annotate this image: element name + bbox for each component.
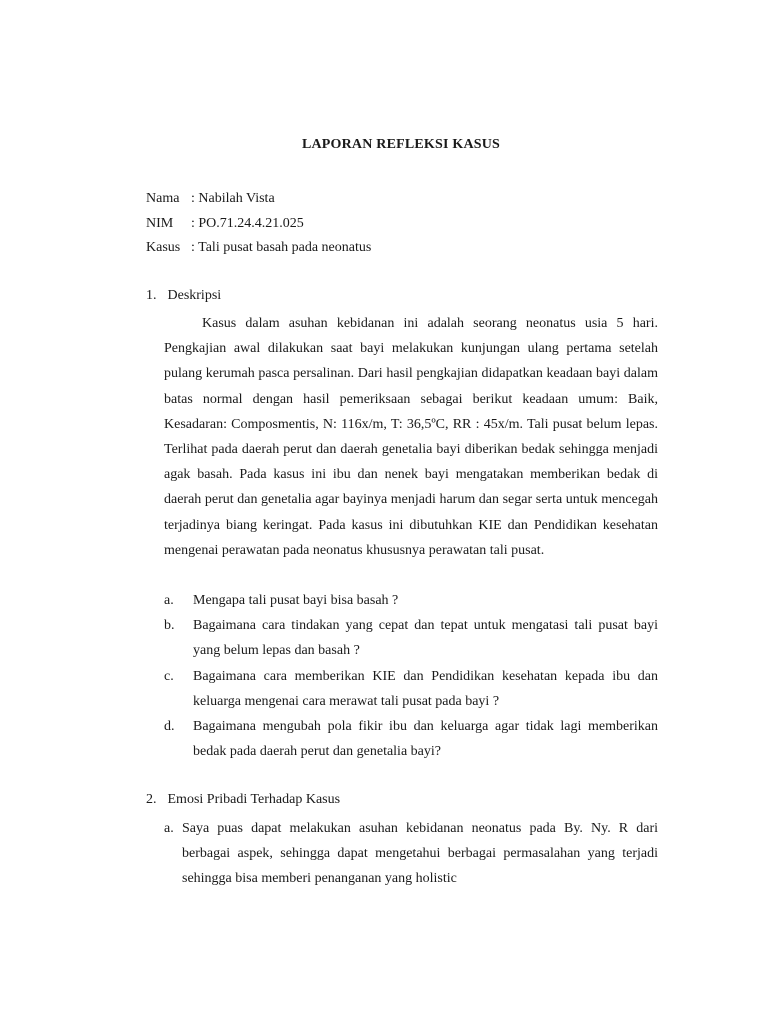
info-label: Kasus <box>146 240 181 255</box>
info-label: NIM <box>146 215 174 231</box>
info-row-kasus <box>146 236 371 261</box>
list-marker: b. <box>164 618 175 634</box>
section-number: 1. <box>146 288 157 303</box>
list-marker: d. <box>164 719 175 735</box>
document-title: LAPORAN REFLEKSI KASUS <box>301 137 501 152</box>
emotion-list <box>164 816 658 892</box>
section-heading-deskripsi <box>146 288 221 304</box>
description-text: Kasus dalam asuhan kebidanan ini adalah seorang neonatus usia 5 hari. Pengkajian awal dilakukan saat bayi melakukan kunjungan ulang pertama setelah pulang kerumah pasca persalinan. Dari hasil pengkajian didapatkan keadaan bayi dalam batas normal dengan hasil pemeriksaan sebagai berikut keadaan umum: Baik, Kesadaran: Composmentis, N: 116x/m, T: 36,5ºC, RR : 45x/m. Tali pusat belum lepas. Terlihat pada daerah perut dan daerah genetalia bayi diberikan bedak sehingga menjadi agak basah. Pada kasus ini ibu dan nenek bayi mengatakan memberikan bedak di daerah perut dan genetalia agar bayinya menjadi harum dan segar serta untuk mencegah terjadinya biang keringat. Pada kasus ini dibutuhkan KIE dan Pendidikan kesehatan mengenai perawatan pada neonatus khususnya perawatan tali pusat. <box>164 316 658 558</box>
section-title: Emosi Pribadi Terhadap Kasus <box>167 792 341 807</box>
question-list <box>164 588 658 764</box>
list-marker: c. <box>164 668 174 684</box>
list-item <box>164 613 658 663</box>
list-text: Bagaimana cara tindakan yang cepat dan tepat untuk mengatasi tali pusat bayi yang belum lepas dan basah ? <box>193 618 658 659</box>
info-value: : PO.71.24.4.21.025 <box>191 215 304 231</box>
section-title: Deskripsi <box>167 288 222 303</box>
info-label: Nama <box>146 191 180 206</box>
section-number: 2. <box>146 792 157 807</box>
info-value: : Tali pusat basah pada neonatus <box>191 240 372 255</box>
list-item <box>164 816 658 892</box>
info-value: : Nabilah Vista <box>191 191 275 206</box>
info-row-nim <box>146 212 371 237</box>
info-row-nama <box>146 187 371 212</box>
list-item <box>164 664 658 714</box>
list-marker: a. <box>164 593 174 608</box>
description-paragraph <box>164 311 658 563</box>
list-item <box>164 588 658 613</box>
identity-block <box>146 187 371 261</box>
list-text: Bagaimana cara memberikan KIE dan Pendidikan kesehatan kepada ibu dan keluarga mengenai cara merawat tali pusat pada bayi ? <box>193 668 658 709</box>
list-text: Mengapa tali pusat bayi bisa basah ? <box>193 593 399 608</box>
list-text: Bagaimana mengubah pola fikir ibu dan keluarga agar tidak lagi memberikan bedak pada daerah perut dan genetalia bayi? <box>193 719 658 760</box>
section-heading-emosi <box>146 792 340 808</box>
list-marker: a. <box>164 821 174 836</box>
list-text: Saya puas dapat melakukan asuhan kebidanan neonatus pada By. Ny. R dari berbagai aspek, sehingga dapat mengetahui berbagai permasalahan yang terjadi sehingga bisa memberi penanganan yang holistic <box>182 821 658 887</box>
list-item <box>164 714 658 764</box>
